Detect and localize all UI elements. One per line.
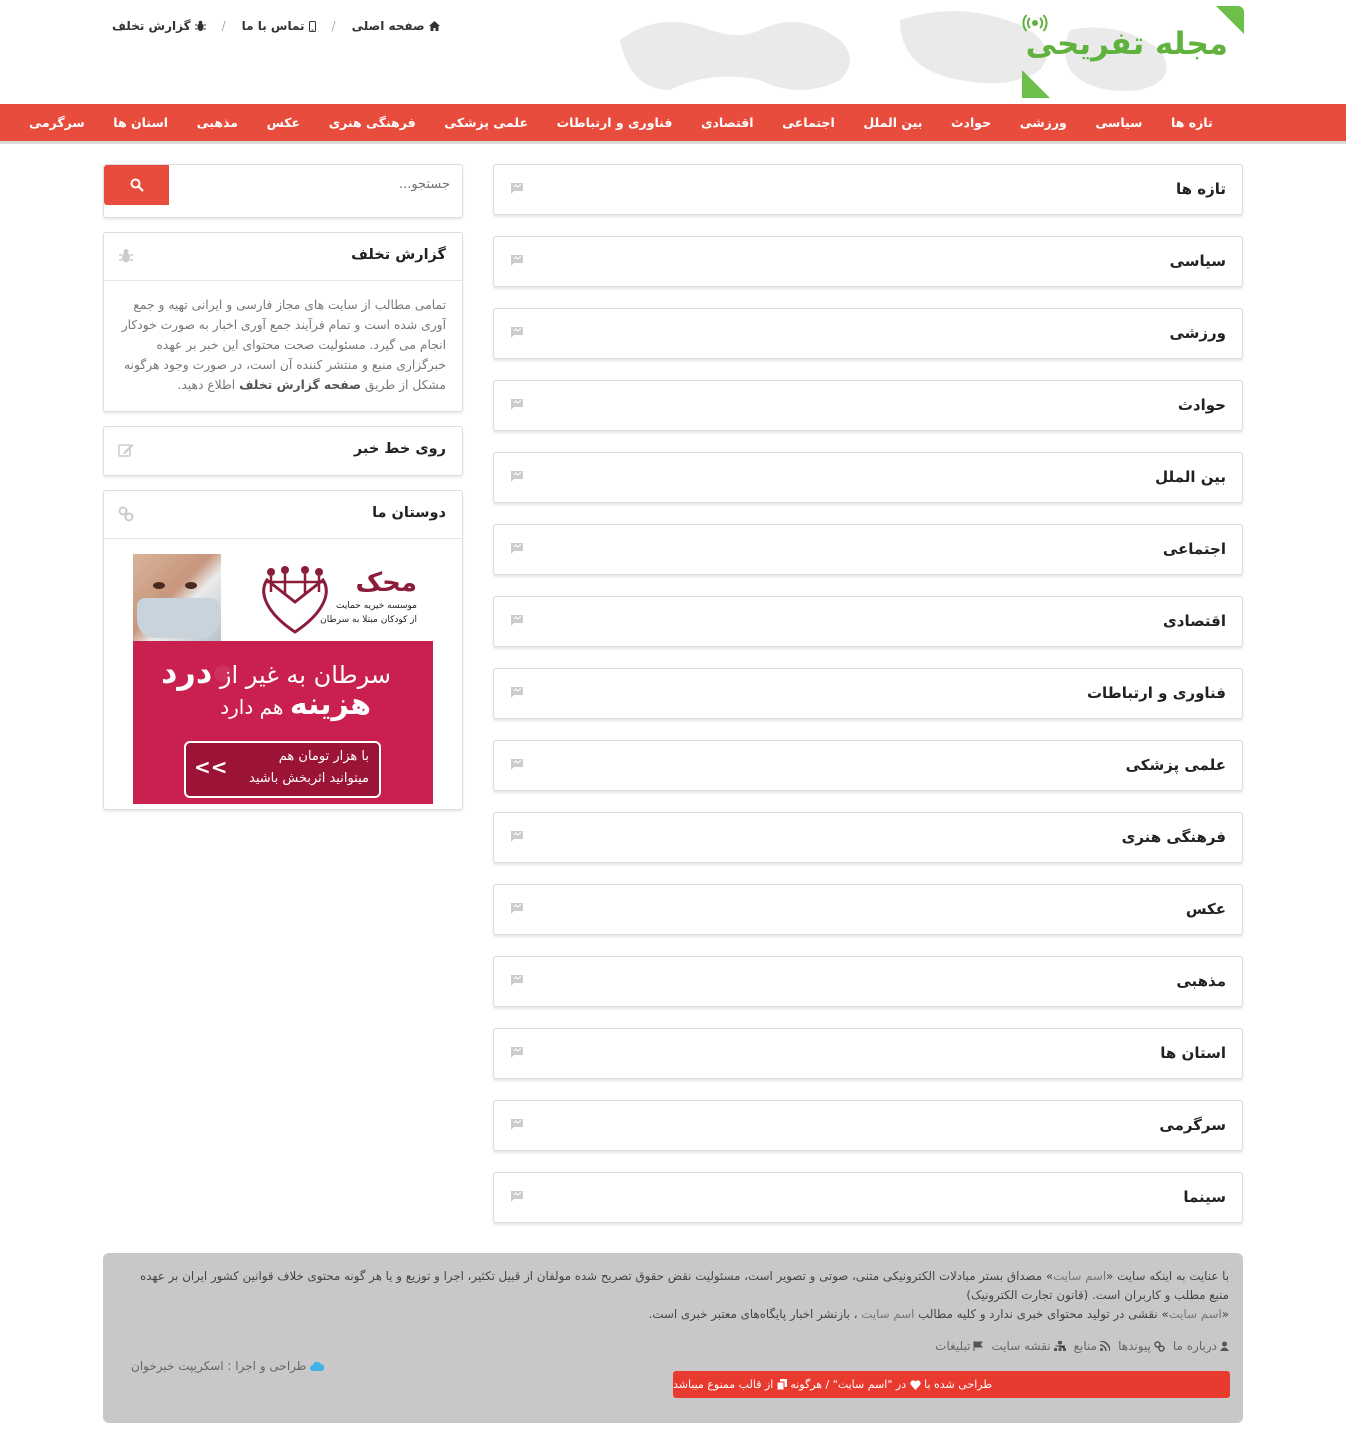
report-link[interactable] (112, 19, 206, 33)
comment-icon (510, 254, 524, 266)
report-box (103, 232, 463, 412)
comment-icon (510, 1046, 524, 1058)
sitemap-link[interactable] (991, 1339, 1065, 1353)
menu-item[interactable]: تازه ها (1171, 115, 1213, 130)
friends-title: دوستان ما (372, 505, 446, 521)
search-input[interactable] (190, 177, 450, 192)
search-button[interactable] (104, 165, 169, 205)
panel-title[interactable]: مذهبی (1176, 972, 1226, 990)
banner-bottom (133, 641, 433, 804)
report-link-label: گزارش تخلف (112, 19, 191, 33)
category-panel (493, 164, 1243, 215)
comment-icon (510, 182, 524, 194)
menu-item[interactable]: بین الملل (863, 115, 923, 130)
friends-box (103, 490, 463, 810)
mahak-charity-banner[interactable] (133, 554, 433, 804)
edit-icon (118, 442, 134, 458)
link-icon (1154, 1341, 1165, 1352)
panel-title[interactable]: تازه ها (1175, 180, 1226, 198)
comment-icon (510, 326, 524, 338)
comment-icon (510, 902, 524, 914)
flag-icon (973, 1341, 983, 1351)
menu-item[interactable]: فرهنگی هنری (328, 115, 416, 130)
cta-line: با هزار تومان هم (278, 749, 369, 764)
comment-icon (510, 830, 524, 842)
design-credit[interactable] (131, 1359, 324, 1373)
category-panel (493, 524, 1243, 575)
sources-link[interactable] (1074, 1339, 1110, 1353)
child-photo (133, 554, 221, 641)
menu-item[interactable]: حوادث (950, 115, 992, 130)
newsline-box-header (104, 427, 462, 475)
panel-title[interactable]: فناوری و ارتباطات (1086, 684, 1226, 702)
panel-title[interactable]: سرگرمی (1159, 1116, 1226, 1134)
menu-item[interactable]: فناوری و ارتباطات (556, 115, 673, 130)
panel-title[interactable]: اقتصادی (1163, 612, 1226, 630)
nav-separator: / (331, 19, 336, 33)
sources-link-label: منابع (1073, 1339, 1098, 1353)
headline-emphasis: درد (160, 653, 213, 691)
banner-headline (161, 653, 391, 691)
panel-title[interactable]: سینما (1183, 1188, 1226, 1206)
comment-icon (510, 398, 524, 410)
menu-item[interactable]: علمی پزشکی (444, 115, 528, 130)
bug-icon (195, 20, 206, 32)
footer-links (935, 1339, 1229, 1353)
heart-icon (910, 1380, 921, 1390)
category-panel (493, 740, 1243, 791)
logo-text: مجله تفریحی (1025, 26, 1228, 62)
menu-item[interactable] (0, 115, 15, 130)
category-panel (493, 956, 1243, 1007)
home-link[interactable] (352, 19, 440, 33)
panel-title[interactable]: سیاسی (1169, 252, 1226, 270)
panel-title[interactable]: علمی پزشکی (1125, 756, 1226, 774)
banner-subtitle: از کودکان مبتلا به سرطان (320, 615, 417, 625)
disclaimer-text: » مصداق بستر مبادلات الکترونیکی متنی، صوتی و تصویر است، مسئولیت نقض حقوق تصریح شده مولفان از قبیل تکثیر، اجرا و توزیع و یا هر گونه محتوی خلاف قوانین کشور ایران بر عهده منبع مطلب و کاربران است. (قانون تجارت الکترونیک) (140, 1269, 1229, 1302)
ads-link-label: تبلیغات (935, 1339, 971, 1353)
links-link[interactable] (1118, 1339, 1165, 1353)
copyright-text: از قالب ممنوع میباشد (673, 1378, 774, 1391)
category-panel (493, 668, 1243, 719)
category-panel (493, 236, 1243, 287)
banner-subtitle: موسسه خیریه حمایت (335, 601, 417, 611)
double-arrow-icon: >> (194, 755, 228, 779)
report-text-part: تمامی مطالب از سایت های مجاز فارسی و ایرانی تهیه و جمع آوری شده است و تمام فرآیند جمع آوری اخبار به صورت خودکار انجام می گیرد. مسئولیت صحت محتوای این خبر بر عهده خبرگزاری منبع و منتشر کننده آن است، در صورت وجود هرگونه مشکل از طریق (121, 298, 446, 392)
newsline-title: روی خط خبر (353, 441, 446, 457)
home-link-label: صفحه اصلی (351, 19, 425, 33)
comment-icon (510, 614, 524, 626)
photo-eye (185, 582, 197, 589)
report-text-part: اطلاع دهید. (177, 378, 236, 392)
category-panels (493, 164, 1243, 1244)
headline-part: سرطان به غیر از (219, 661, 391, 689)
home-icon (429, 21, 440, 31)
footer (103, 1253, 1243, 1423)
report-box-title: گزارش تخلف (351, 247, 446, 263)
footer-disclaimer (119, 1267, 1229, 1324)
category-panel (493, 884, 1243, 935)
report-page-link[interactable]: صفحه گزارش تخلف (239, 378, 361, 392)
bug-icon (118, 248, 134, 264)
comment-icon (510, 758, 524, 770)
sitemap-link-label: نقشه سایت (991, 1339, 1051, 1353)
comment-icon (510, 1118, 524, 1130)
category-panel (493, 1028, 1243, 1079)
disclaimer-text: » نقشی در تولید محتوای خبری ندارد و کلیه مطالب (918, 1307, 1169, 1321)
credit-text: طراحی و اجرا : اسکریپت خبرخوان (131, 1359, 307, 1373)
panel-title[interactable]: اجتماعی (1162, 540, 1226, 558)
copy-icon (777, 1379, 787, 1390)
category-panel (493, 812, 1243, 863)
disclaimer-text: با عنایت به اینکه سایت « (1106, 1269, 1229, 1283)
menu-item[interactable]: ورزشی (1019, 115, 1067, 130)
comment-icon (510, 542, 524, 554)
nav-separator: / (221, 19, 226, 33)
panel-title[interactable]: استان ها (1160, 1044, 1226, 1062)
category-panel (493, 596, 1243, 647)
main-menu-bar (0, 104, 1346, 144)
site-logo[interactable] (1020, 6, 1244, 98)
comment-icon (510, 686, 524, 698)
banner-donate-button[interactable] (184, 741, 381, 798)
top-navigation (112, 19, 440, 33)
copyright-text: در "اسم سایت" / هرگونه (790, 1378, 907, 1391)
menu-item[interactable]: عکس (266, 115, 301, 130)
panel-title[interactable]: بین الملل (1155, 468, 1226, 486)
copyright-text: طراحی شده با (924, 1378, 993, 1391)
link-icon (118, 506, 134, 522)
sitemap-icon (1054, 1341, 1066, 1351)
header (0, 0, 1346, 104)
menu-item[interactable]: اقتصادی (701, 115, 754, 130)
menu-item[interactable]: مذهبی (196, 115, 239, 130)
banner-headline (220, 687, 371, 722)
headline-emphasis: هزینه (289, 687, 371, 722)
category-panel (493, 452, 1243, 503)
category-panel (493, 308, 1243, 359)
menu-item[interactable]: سرگرمی (29, 115, 85, 130)
main-menu (0, 104, 1227, 141)
panel-title[interactable]: ورزشی (1169, 324, 1226, 342)
cloud-icon (310, 1362, 324, 1371)
about-link-label: درباره ما (1172, 1339, 1217, 1353)
sidebar (103, 164, 463, 824)
disclaimer-text: « (1221, 1307, 1229, 1321)
disclaimer-text: ، بازنشر اخبار پایگاه‌های معتبر خبری است. (648, 1307, 858, 1321)
headline-part: هم دارد (220, 695, 284, 719)
contact-link[interactable] (242, 19, 316, 33)
menu-item[interactable]: استان ها (113, 115, 169, 130)
ads-link[interactable] (935, 1339, 983, 1353)
newsline-box (103, 426, 463, 476)
comment-icon (510, 974, 524, 986)
mobile-icon (309, 21, 316, 32)
contact-link-label: تماس با ما (241, 19, 305, 33)
category-panel (493, 1100, 1243, 1151)
category-panel (493, 1172, 1243, 1223)
report-box-header (104, 233, 462, 281)
site-name: اسم سایت (861, 1307, 915, 1321)
search-icon (130, 178, 144, 192)
links-link-label: پیوندها (1118, 1339, 1151, 1353)
friends-box-header (104, 491, 462, 539)
banner-brand: محک (355, 568, 417, 598)
report-text (104, 281, 462, 411)
photo-eye (153, 582, 165, 589)
search-box (103, 164, 463, 218)
about-link[interactable] (1173, 1339, 1229, 1353)
banner-top (133, 554, 433, 641)
menu-item[interactable]: اجتماعی (782, 115, 835, 130)
logo-corner-bottom (1022, 70, 1050, 98)
user-icon (1220, 1341, 1229, 1351)
copyright-bar (673, 1371, 1230, 1398)
cta-line: میتوانید اثربخش باشید (249, 771, 369, 786)
site-name: اسم سایت (1053, 1269, 1107, 1283)
site-name: اسم سایت (1168, 1307, 1222, 1321)
category-panel (493, 380, 1243, 431)
comment-icon (510, 470, 524, 482)
panel-title[interactable]: حوادث (1177, 396, 1226, 414)
menu-item[interactable]: سیاسی (1095, 115, 1143, 130)
panel-title[interactable]: عکس (1185, 900, 1226, 918)
comment-icon (510, 1190, 524, 1202)
photo-mask (137, 598, 219, 638)
panel-title[interactable]: فرهنگی هنری (1121, 828, 1226, 846)
rss-icon (1100, 1341, 1110, 1351)
